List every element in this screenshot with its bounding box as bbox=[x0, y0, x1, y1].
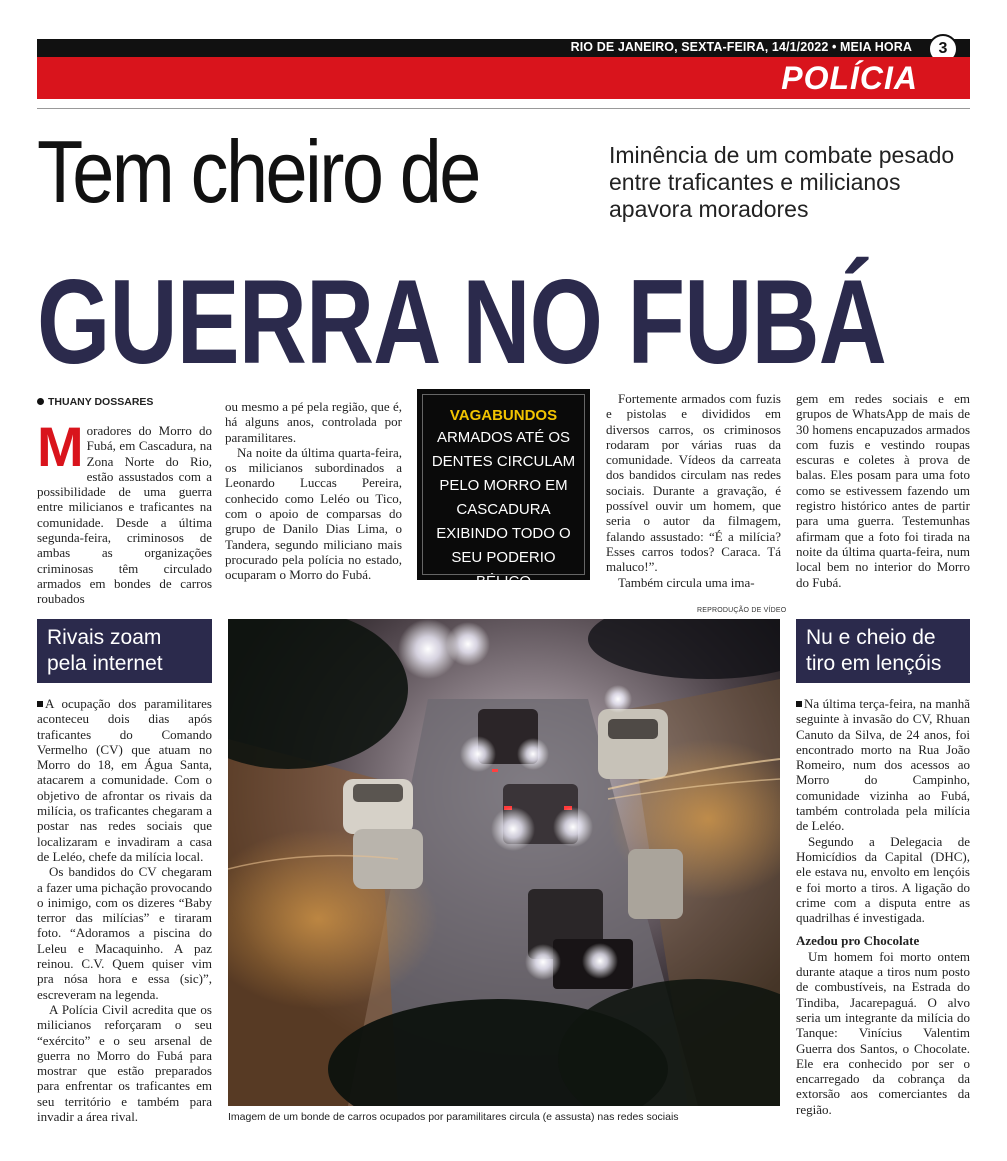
headline-line-2: GUERRA NO FUBÁ bbox=[37, 255, 887, 389]
article-paragraph: Fortemente armados com fuzis e pistolas e divididos em diversos carros, os criminosos rodaram por várias ruas da comunidade. Vídeos da carreata dos bandidos circulam nas redes sociais. Durante a gravação, é possível ouvir um homem, que seria o autor da filmagem, falando assustado: “É a milícia? Esses carros todos? Caraca. Tá maluco!”. bbox=[606, 391, 781, 575]
pull-quote bbox=[417, 389, 590, 590]
byline bbox=[37, 396, 153, 408]
night-street-image bbox=[228, 619, 780, 1106]
pull-quote-text: ARMADOS ATÉ OS DENTES CIRCULAM PELO MORRO EM CASCADURA EXIBINDO TODO O SEU PODERIO BÉLICO bbox=[431, 429, 576, 590]
article-paragraph: Na noite da última quarta-feira, os milicianos subordinados a Leonardo Luccas Pereira, conhecido como Leléo ou Tico, com o apoio de comparsas do grupo de Danilo Dias Lima, o Tandera, segundo miliciano mais procurado pela polícia no estado, ocuparam o Morro do Fubá. bbox=[225, 444, 402, 583]
bullet-icon bbox=[37, 398, 44, 405]
article-paragraph: Os bandidos do CV chegaram a fazer uma pichação provocando o inimigo, com os dizeres “Baby terror das milícias” e tiraram foto. “Adoramos a piscina do Leleu e Macaquinho. A paz reinou. C.V. Quem quiser vim pra nósa hora e essa (sic)”, escreveram na legenda. bbox=[37, 864, 212, 1002]
article-column-2 bbox=[225, 399, 402, 583]
headline-line-1: Tem cheiro de bbox=[37, 122, 479, 221]
section-title: POLÍCIA bbox=[781, 60, 918, 96]
article-paragraph: Um homem foi morto ontem durante ataque a tiros num posto de combustíveis, na Estrada do Tindiba, Jacarepaguá. O alvo seria um integrante da milícia do Tanque: Vinícius Valentim Guerra dos Santos, o Chocolate. Ele era conhecido por ser o encarregado da cobrança da extorsão aos comerciantes da região. bbox=[796, 948, 970, 1117]
divider bbox=[37, 108, 970, 109]
sidebar-right-body bbox=[796, 696, 970, 1117]
article-paragraph: ou mesmo a pé pela região, que é, há alguns anos, controlada por paramilitares. bbox=[225, 399, 402, 445]
sidebar-right-title: Nu e cheio de tiro em lençóis bbox=[796, 619, 970, 683]
byline-author: THUANY DOSSARES bbox=[48, 396, 154, 408]
intertitle: Azedou pro Chocolate bbox=[796, 933, 920, 949]
sidebar-left-title: Rivais zoam pela internet bbox=[37, 619, 212, 683]
drop-cap: M bbox=[37, 415, 84, 478]
page-number: 3 bbox=[928, 34, 958, 64]
article-column-4 bbox=[796, 391, 970, 590]
article-paragraph: A Polícia Civil acredita que os milicianos reforçaram o seu “exército” e o seu arsenal de guerra no Morro do Fubá para mostrar que estão preparados para enfrentar os traficantes em seu território e também para invadir a área rival. bbox=[37, 1001, 212, 1125]
photo-caption: Imagem de um bonde de carros ocupados por paramilitares circula (e assusta) nas redes sociais bbox=[228, 1111, 679, 1123]
section-bar bbox=[37, 57, 970, 99]
headline-deck: Iminência de um combate pesado entre traficantes e milicianos apavora moradores bbox=[609, 142, 955, 222]
top-bar bbox=[37, 39, 970, 57]
article-paragraph: oradores do Morro do Fubá, em Cascadura, na Zona Norte do Rio, estão assustados com a possibilidade de uma guerra entre milicianos e traficantes na comunidade. Desde a última segunda-feira, criminosos de ambas as organizações criminosas têm circulado armados em bondes de carros roubados bbox=[37, 423, 212, 607]
bullet-icon bbox=[796, 701, 802, 707]
news-photo bbox=[228, 619, 780, 1106]
sidebar-left-body bbox=[37, 696, 212, 1124]
dateline: RIO DE JANEIRO, SEXTA-FEIRA, 14/1/2022 • MEIA HORA bbox=[570, 40, 912, 54]
article-column-1 bbox=[37, 415, 212, 607]
photo-credit: REPRODUÇÃO DE VÍDEO bbox=[697, 607, 787, 614]
article-paragraph: Na última terça-feira, na manhã seguinte à invasão do CV, Rhuan Canuto da Silva, de 24 anos, foi encontrado morto na Rua João Romeiro, num dos acessos ao Morro do Campinho, comunidade vizinha ao Fubá, também controlada pela milícia de Leléo. bbox=[796, 696, 970, 834]
article-paragraph: Segundo a Delegacia de Homicídios da Capital (DHC), ele estava nu, envolto em lençóis e foi morto a tiros. A ligação do crime com a disputa entre as quadrilhas é investigada. bbox=[796, 833, 970, 926]
article-column-3 bbox=[606, 391, 781, 590]
article-paragraph: Também circula uma ima- bbox=[618, 574, 755, 590]
pull-quote-kicker: VAGABUNDOS bbox=[449, 407, 558, 424]
bullet-icon bbox=[37, 701, 43, 707]
article-paragraph: gem em redes sociais e em grupos de WhatsApp de mais de 30 homens encapuzados armados com fuzis e vestindo roupas escuras e coletes à prova de balas. Eles posam para uma foto como se estivessem fazendo um registro histórico antes de partir para uma guerra. Testemunhas afirmam que a foto foi tirada na noite da última quarta-feira, num local bem no interior do Morro do Fubá. bbox=[796, 391, 970, 590]
article-paragraph: A ocupação dos paramilitares aconteceu dois dias após traficantes do Comando Vermelho (CV) que atuam no Morro do 18, em Água Santa, atacarem a comunidade. Com o objetivo de afrontar os rivais da milícia, os traficantes chegaram a postar nas redes sociais que localizaram e invadiram a casa de Leléo, chefe da milícia local. bbox=[37, 696, 212, 864]
